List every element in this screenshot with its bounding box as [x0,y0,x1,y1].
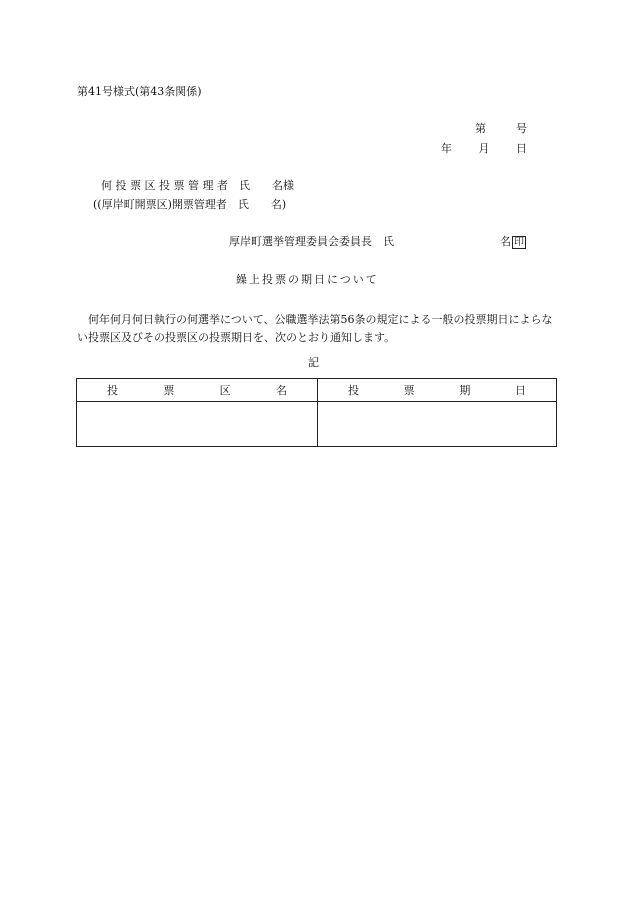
issue-date-day: 日 [516,142,527,155]
header-char: 期 [459,384,471,397]
header-char: 区 [219,384,231,397]
recipient: 何 投 票 区 投 票 管 理 者 氏 名様 [101,179,294,192]
ki-marker: 記 [308,356,319,369]
issue-number-suffix: 号 [516,122,527,135]
issue-number-prefix: 第 [475,122,486,135]
seal-box: 印 [514,237,524,248]
body-text: 何年何月何日執行の何選挙について、公職選挙法第56条の規定による一般の投票期日によらない投票区及びその投票区の投票期日を、次のとおり通知します。 [77,313,553,344]
header-char: 票 [403,384,415,397]
issue-date-line [441,142,527,156]
schedule-table [76,378,557,447]
voting-date-cell [318,402,557,447]
issue-date-year: 年 [441,142,452,155]
issue-date-month: 月 [478,142,490,155]
recipient-alt: ((厚岸町開票区)開票管理者 氏 名) [93,198,287,211]
sender-name-suffix [500,235,526,249]
header-char: 投 [107,384,118,397]
sender-title: 厚岸町選挙管理委員会委員長 氏 [229,235,394,248]
form-number: 第41号様式(第43条関係) [77,85,202,98]
document-subject: 繰上投票の期日について [236,273,379,286]
sender-name-char: 名 [500,235,511,248]
header-voting-date [318,379,557,402]
issue-number-line [475,122,527,136]
header-char: 日 [514,384,526,397]
header-voting-district [77,379,318,402]
header-char: 名 [275,384,287,397]
header-char: 票 [163,384,175,397]
table-row [77,402,557,447]
header-char: 投 [348,384,359,397]
table-header-row [77,379,557,402]
voting-district-cell [77,402,318,447]
